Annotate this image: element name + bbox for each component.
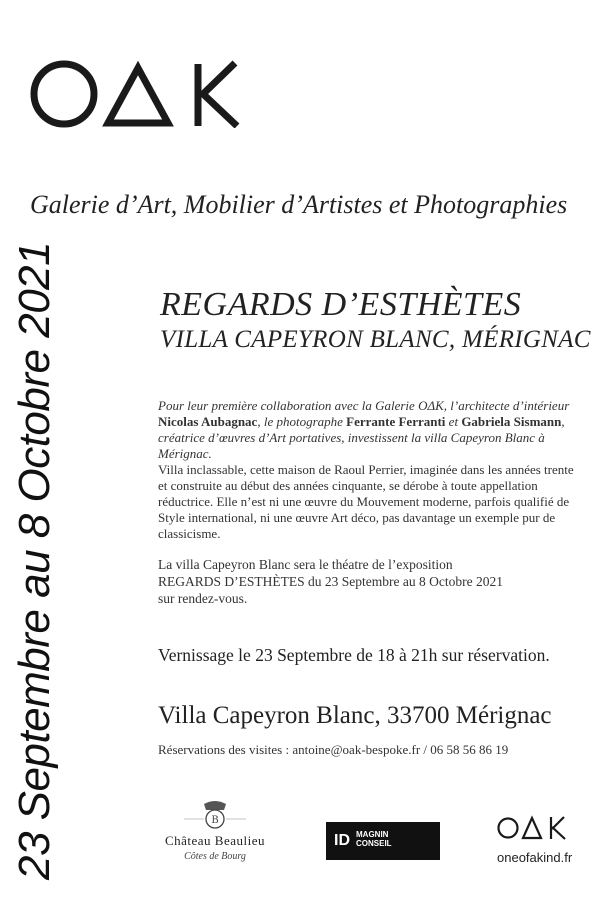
website-link[interactable]: oneofakind.fr (497, 850, 573, 865)
vernissage-info: Vernissage le 23 Septembre de 18 à 21h sur réservation. (158, 645, 550, 665)
magnin-conseil-text: MAGNIN CONSEIL (356, 830, 392, 848)
venue-address: Villa Capeyron Blanc, 33700 Mérignac (158, 702, 552, 729)
exhibition-paragraph: La villa Capeyron Blanc sera le théatre de l’exposition REGARDS D’ESTHÈTES du 23 Septembre au 8 Octobre 2021 sur rendez-vous. (158, 557, 503, 606)
event-title: REGARDS D’ESTHÈTES (160, 286, 522, 323)
tagline: Galerie d’Art, Mobilier d’Artistes et Photographies (30, 190, 568, 219)
reservation-contact: Réservations des visites : antoine@oak-bespoke.fr / 06 58 56 86 19 (158, 742, 509, 757)
chateau-beaulieu-name: Château Beaulieu (164, 833, 266, 848)
description-paragraph: Villa inclassable, cette maison de Raoul Perrier, imaginée dans les années trente et construite au début des années cinquante, se dérobe à toute appellation réductrice. Elle n’est ni une œuvre du Mouvement moderne, parfois qualifié de Style international, ni une œuvre Art déco, pas davantage un exemple pur de classicisme. (158, 462, 574, 541)
artist-name: Nicolas Aubagnac (158, 414, 258, 429)
artist-name: Ferrante Ferranti (346, 414, 446, 429)
magnin-id-mark: ID (334, 832, 350, 849)
oak-logo (30, 60, 300, 128)
oak-logo-small (497, 815, 569, 841)
event-subtitle: VILLA CAPEYRON BLANC, MÉRIGNAC (160, 326, 591, 353)
chateau-beaulieu-subtitle: Côtes de Bourg (184, 851, 246, 862)
artist-name: Gabriela Sismann (461, 414, 562, 429)
vertical-dates: 23 Septembre au 8 Octobre 2021 (10, 241, 59, 880)
svg-text:B: B (211, 815, 219, 826)
intro-paragraph: Pour leur première collaboration avec la Galerie OΔK, l’architecte d’intérieur Nicolas Aubagnac, le photographe Ferrante Ferranti et Gabriela Sismann, créatrice d’œuvres d’Art portatives, investissent la villa Capeyron Blanc à Mérignac. (158, 398, 570, 461)
